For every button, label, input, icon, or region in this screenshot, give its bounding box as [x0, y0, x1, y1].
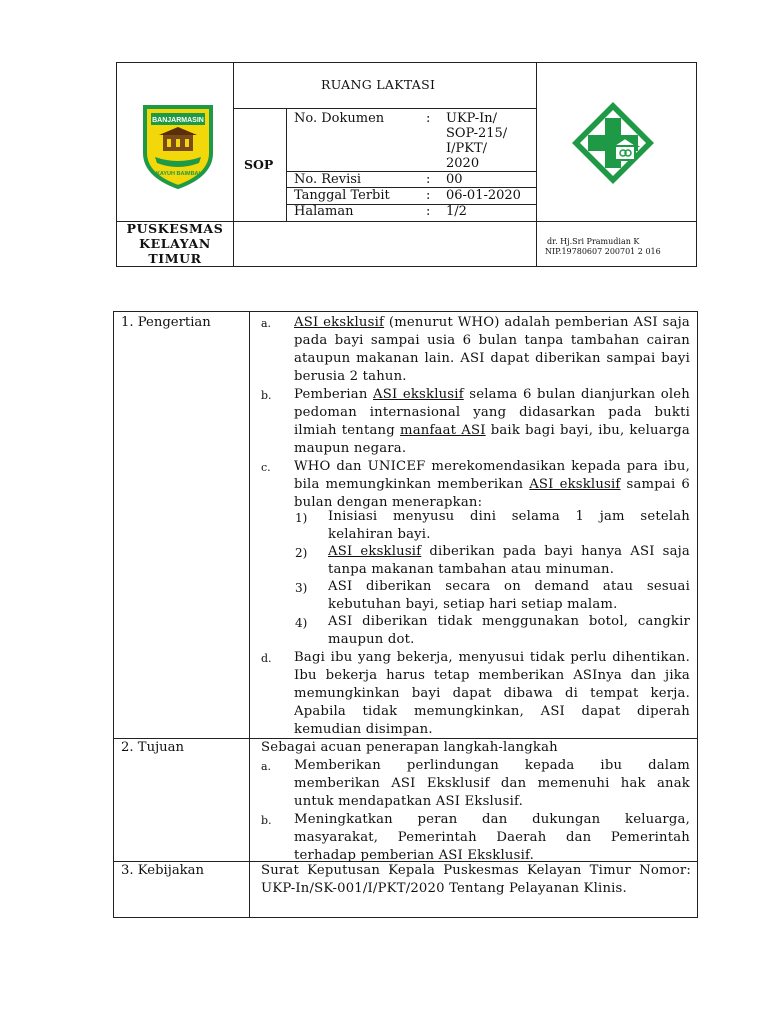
field-value-no-dokumen-3: I/PKT/: [446, 141, 488, 156]
pengertian-subitem-4: ASI diberikan tidak menggunakan botol, cangkir maupun dot.: [328, 614, 690, 647]
signer-name: dr. Hj.Sri Pramudian K: [547, 237, 640, 246]
section-label-pengertian: 1. Pengertian: [121, 315, 211, 330]
pengertian-item-a: ASI eksklusif (menurut WHO) adalah pemberian ASI saja pada bayi sampai usia 6 bulan tanpa tambahan cairan ataupun makanan lain. ASI dapat diberikan sampai bayi berusia 2 tahun.: [294, 315, 690, 384]
org-name-line1: PUSKESMAS: [126, 221, 224, 236]
puskesmas-logo-icon: [568, 98, 658, 188]
pengertian-subitem-3: ASI diberikan secara on demand atau sesuai kebutuhan bayi, setiap hari setiap malam.: [328, 579, 690, 612]
section-label-tujuan: 2. Tujuan: [121, 740, 185, 755]
field-label-no-revisi: No. Revisi: [294, 172, 362, 187]
emblem-top-text: BANJARMASIN: [152, 117, 204, 124]
list-marker: a.: [261, 760, 272, 773]
field-value-tanggal-terbit: 06-01-2020: [446, 188, 521, 203]
list-marker: a.: [261, 317, 272, 330]
list-marker: c.: [261, 461, 271, 474]
tujuan-item-a: Memberikan perlindungan kepada ibu dalam memberikan ASI Eksklusif dan memenuhi hak anak untuk mendapatkan ASI Ekslusif.: [294, 758, 690, 809]
tujuan-item-b: Meningkatkan peran dan dukungan keluarga, masyarakat, Pemerintah Daerah dan Pemerintah terhadap pemberian ASI Eksklusif.: [294, 812, 690, 863]
field-sep: :: [426, 172, 431, 187]
org-name-line2: KELAYAN: [139, 236, 211, 251]
emblem-bottom-text: KAYUH BAIMBAI: [155, 171, 201, 177]
list-marker: 4): [295, 616, 308, 630]
field-label-tanggal-terbit: Tanggal Terbit: [294, 188, 390, 203]
underlined-term: ASI eksklusif: [294, 315, 385, 330]
underlined-term: ASI eksklusif: [529, 477, 621, 492]
org-name-line3: TIMUR: [148, 251, 202, 266]
underlined-term: ASI eksklusif: [373, 387, 464, 402]
pengertian-subitem-2: ASI eksklusif diberikan pada bayi hanya ASI saja tanpa makanan tambahan atau minuman.: [328, 544, 690, 577]
field-value-halaman: 1/2: [446, 204, 467, 219]
field-label-halaman: Halaman: [294, 204, 354, 219]
tujuan-intro: Sebagai acuan penerapan langkah-langkah: [261, 740, 558, 755]
field-value-no-dokumen-1: UKP-In/: [446, 111, 497, 126]
list-marker: 1): [295, 511, 308, 525]
list-marker: 2): [295, 546, 308, 560]
field-value-no-dokumen-2: SOP-215/: [446, 126, 508, 141]
underlined-term: ASI eksklusif: [328, 544, 422, 559]
pengertian-item-b: Pemberian ASI eksklusif selama 6 bulan dianjurkan oleh pedoman internasional yang didasarkan pada bukti ilmiah tentang manfaat ASI baik bagi bayi, ibu, keluarga maupun negara.: [294, 387, 690, 456]
field-sep: :: [426, 111, 431, 126]
field-sep: :: [426, 204, 431, 219]
list-marker: 3): [295, 581, 308, 595]
banjarmasin-city-emblem-icon: [141, 103, 215, 189]
sop-content-table: [113, 311, 698, 918]
field-value-no-revisi: 00: [446, 172, 463, 187]
kebijakan-text: Surat Keputusan Kepala Puskesmas Kelayan Timur Nomor: UKP-In/SK-001/I/PKT/2020 Tentang Pelayanan Klinis.: [261, 863, 691, 896]
list-marker: d.: [261, 652, 272, 665]
list-marker: b.: [261, 814, 272, 827]
document-header-table: [116, 62, 697, 267]
field-sep: :: [426, 188, 431, 203]
field-label-no-dokumen: No. Dokumen: [294, 111, 385, 126]
list-marker: b.: [261, 389, 272, 402]
field-value-no-dokumen-4: 2020: [446, 156, 480, 171]
pengertian-subitem-1: Inisiasi menyusu dini selama 1 jam setelah kelahiran bayi.: [328, 509, 690, 542]
document-title: RUANG LAKTASI: [321, 77, 436, 92]
signer-nip: NIP.19780607 200701 2 016: [545, 247, 661, 256]
underlined-term: manfaat ASI: [399, 423, 486, 438]
pengertian-item-c: WHO dan UNICEF merekomendasikan kepada para ibu, bila memungkinkan memberikan ASI eksklusif sampai 6 bulan dengan menerapkan:: [294, 459, 690, 510]
pengertian-item-d: Bagi ibu yang bekerja, menyusui tidak perlu dihentikan. Ibu bekerja harus tetap memberikan ASInya dan jika memungkinkan bayi dapat dibawa di tempat kerja. Apabila tidak memungkinkan, ASI dapat diperah kemudian disimpan.: [294, 650, 690, 737]
sop-label: SOP: [244, 157, 274, 172]
section-label-kebijakan: 3. Kebijakan: [121, 863, 205, 878]
